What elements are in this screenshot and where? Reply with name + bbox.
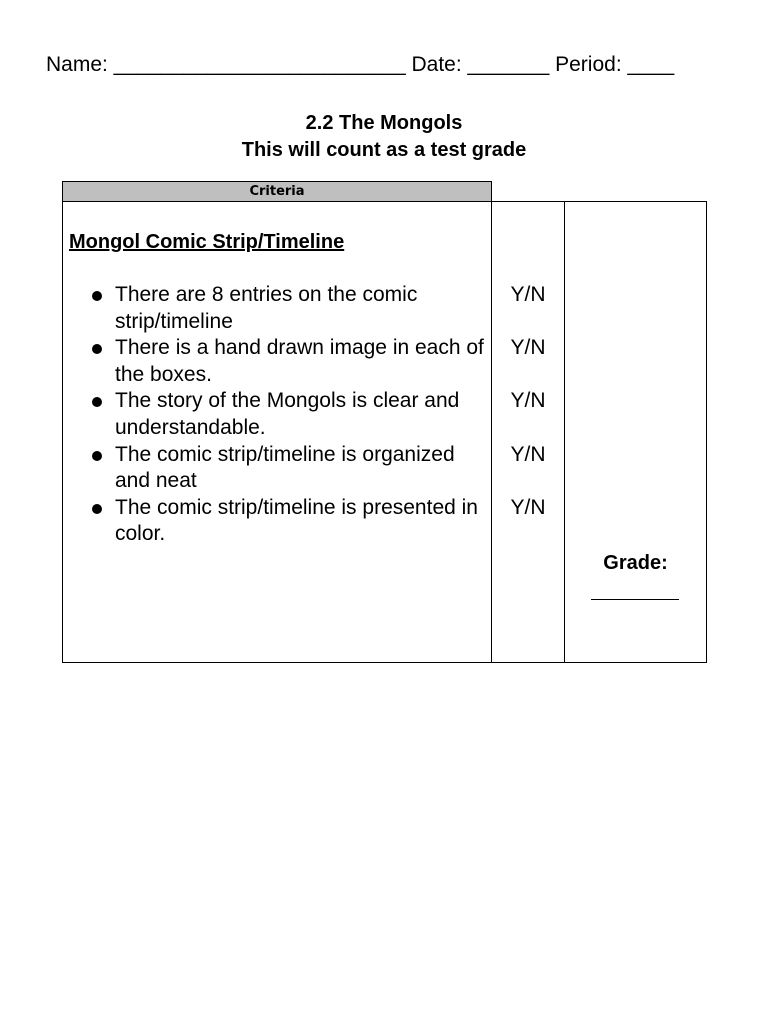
criteria-list [63,282,491,548]
yes-no-mark: Y/N [510,389,546,413]
bullet-icon [92,397,102,407]
criteria-column-header: Criteria [62,181,492,202]
rubric-table [62,201,707,663]
assignment-title: 2.2 The Mongols [305,112,463,134]
criteria-item [63,495,491,548]
criteria-text: The story of the Mongols is clear and understandable. [115,389,460,439]
assignment-subtitle: This will count as a test grade [241,139,527,161]
section-heading: Mongol Comic Strip/Timeline [69,231,345,253]
column-divider [564,202,565,662]
grade-blank-line [591,599,679,600]
criteria-text: There are 8 entries on the comic strip/timeline [115,283,418,333]
bullet-icon [92,344,102,354]
bullet-icon [92,291,102,301]
criteria-text: The comic strip/timeline is presented in color. [115,495,478,546]
yes-no-column [492,282,564,548]
yes-no-mark: Y/N [510,442,546,466]
grade-label: Grade: [603,552,668,574]
name-date-period-line: Name: _________________________ Date: _______ Period: ____ [46,53,675,76]
criteria-text: There is a hand drawn image in each of the boxes. [115,336,484,386]
yes-no-mark: Y/N [510,495,546,519]
bullet-icon [92,451,102,461]
criteria-item [63,282,491,335]
yes-no-mark: Y/N [510,336,546,360]
criteria-item [63,442,491,495]
criteria-item [63,335,491,388]
criteria-text: The comic strip/timeline is organized and neat [115,442,455,493]
criteria-item [63,388,491,441]
yes-no-mark: Y/N [510,283,546,306]
bullet-icon [92,504,102,514]
